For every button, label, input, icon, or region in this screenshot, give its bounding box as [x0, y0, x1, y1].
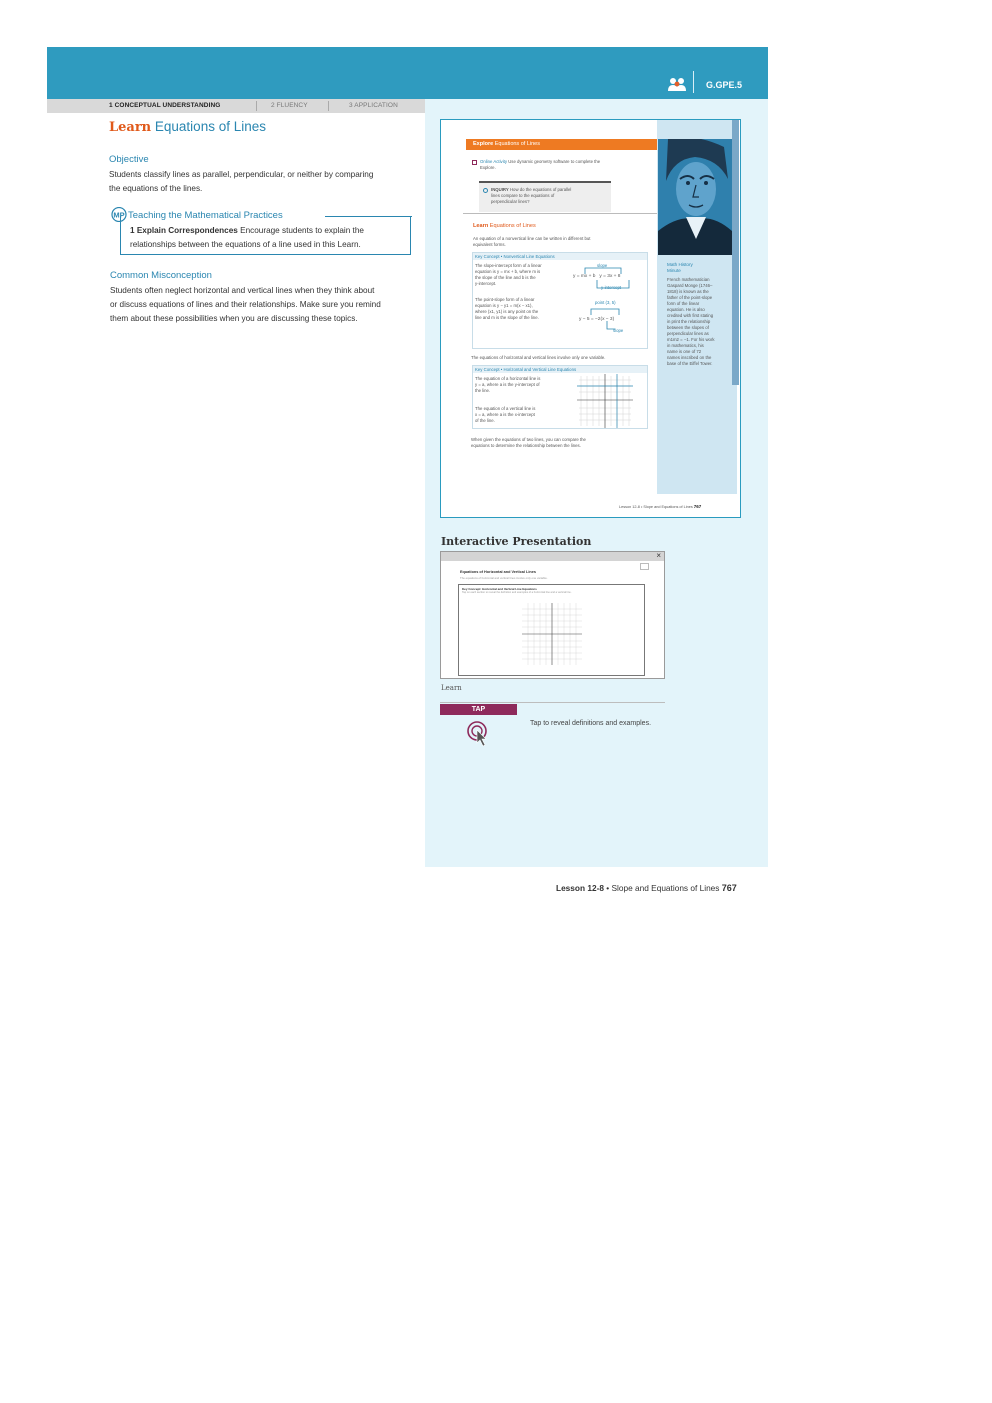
- point-slope-text: [475, 297, 563, 321]
- history-line: form of the linear: [667, 301, 700, 306]
- tab-fluency[interactable]: 2 FLUENCY: [271, 102, 308, 109]
- history-line: m1m2 = −1. For his work: [667, 337, 715, 342]
- thumb-learn-keyword: Learn: [473, 223, 489, 229]
- explore-title: Equations of Lines: [494, 141, 540, 147]
- end-line: When given the equations of two lines, you can compare the: [471, 437, 586, 442]
- inquiry-line: lines compare to the equations of: [491, 193, 555, 198]
- ip-kc-frame: [458, 584, 645, 676]
- horizontal-text: [475, 376, 565, 394]
- ip-kc-title: Key Concept: Horizontal and Vertical Line Equations: [462, 587, 537, 591]
- explore-keyword: Explore: [473, 141, 494, 147]
- history-line: perpendicular lines as: [667, 331, 709, 336]
- interactive-presentation-thumbnail[interactable]: [440, 551, 665, 679]
- objective-heading: Objective: [109, 154, 149, 165]
- key-concept-box: [472, 252, 648, 349]
- objective-line: Students classify lines as parallel, perpendicular, or neither by comparing: [109, 170, 374, 179]
- ip-kc-sub: Tap on each section to reveal the definition and examples of a horizontal line and a vertical line.: [462, 591, 572, 594]
- footer-lesson: Lesson 12-8: [556, 883, 604, 893]
- header-divider: [693, 71, 694, 93]
- kc-line: equation is y − y1 = m(x − x1),: [475, 303, 533, 308]
- standard-code: G.GPE.5: [706, 80, 743, 90]
- learn-keyword: Learn: [109, 120, 152, 135]
- eq-example: y = 3x + 8: [599, 274, 621, 279]
- online-line: Explore.: [480, 165, 496, 170]
- tab-divider: [256, 101, 257, 111]
- kc-line: the line.: [475, 388, 491, 393]
- history-line: name is one of 72: [667, 349, 702, 354]
- online-activity-icon: [472, 160, 477, 165]
- history-line: in print the relationship: [667, 319, 711, 324]
- objective-text: [109, 168, 373, 196]
- kc-line: x = a, where a is the x-intercept: [475, 412, 535, 417]
- header-banner: [47, 47, 768, 99]
- history-line: in mathematics, his: [667, 343, 704, 348]
- ip-thumb-sub: The equations of horizontal and vertical lines involve only one variable.: [460, 576, 548, 580]
- thumb-footer-text: Lesson 12-8 • Slope and Equations of Lines: [619, 505, 693, 509]
- monge-portrait: [658, 139, 732, 255]
- thumb-end-text: [471, 437, 661, 449]
- history-line: equation. He is also: [667, 307, 705, 312]
- footer-page-number: 767: [721, 883, 737, 893]
- misconception-text: [110, 284, 381, 326]
- kc-line: The slope-intercept form of a linear: [475, 263, 542, 268]
- expand-icon[interactable]: [640, 563, 649, 570]
- learn-title: Equations of Lines: [154, 119, 266, 134]
- slope-intercept-text: [475, 263, 563, 287]
- interactive-presentation-title: Interactive Presentation: [441, 535, 592, 548]
- kc-line: y-intercept.: [475, 281, 497, 286]
- ip-caption: Learn: [441, 684, 462, 692]
- separator: [440, 702, 665, 703]
- thumb-learn-title: [473, 223, 536, 229]
- history-title: [667, 262, 693, 274]
- point-arrows: [585, 305, 629, 331]
- history-line: French mathematician: [667, 277, 710, 282]
- label-point: point (3, 5): [595, 300, 616, 305]
- inquiry-icon: [483, 188, 488, 193]
- slope-arrows: [581, 266, 637, 290]
- vertical-text: [475, 406, 565, 424]
- end-line: equations to determine the relationship between the lines.: [471, 443, 581, 448]
- page-title: [109, 119, 266, 135]
- key-concept-title: Key Concept • Nonvertical Line Equations: [475, 254, 555, 259]
- intro-line: An equation of a nonvertical line can be written in different but: [473, 236, 591, 241]
- inquiry-line: perpendicular lines?: [491, 199, 530, 204]
- tab-divider: [328, 101, 329, 111]
- thumb-mid-text: The equations of horizontal and vertical lines involve only one variable.: [471, 355, 606, 360]
- label-y-intercept: y-intercept: [601, 285, 622, 290]
- practices-text: [130, 224, 364, 252]
- objective-line: the equations of the lines.: [109, 184, 203, 193]
- mp-badge-text: MP: [113, 210, 125, 220]
- inquiry-line: How do the equations of parallel: [509, 187, 572, 192]
- online-line: Use dynamic geometry software to complete the: [508, 159, 601, 164]
- history-text: [667, 277, 731, 367]
- history-line: 1818) is known as the: [667, 289, 709, 294]
- practices-box: [120, 216, 411, 255]
- kc-line: of the line.: [475, 418, 495, 423]
- kc-line: where (x1, y1) is any point on the: [475, 309, 539, 314]
- key-concept-title: Key Concept • Horizontal and Vertical Line Equations: [475, 367, 577, 372]
- kc-line: The equation of a horizontal line is: [475, 376, 541, 381]
- practices-box-topline: [325, 216, 412, 217]
- practices-line: relationships between the equations of a line used in this Learn.: [130, 240, 361, 249]
- history-line: Gaspard Monge (1746–: [667, 283, 713, 288]
- online-keyword: Online Activity: [480, 159, 507, 164]
- student-page-thumbnail[interactable]: [440, 119, 741, 518]
- footer-bullet: •: [606, 883, 610, 893]
- explore-bar: [466, 139, 657, 150]
- history-line: names inscribed on the: [667, 355, 712, 360]
- ip-thumb-heading: Equations of Horizontal and Vertical Lines: [460, 570, 536, 574]
- point-slope-eq: y − 5 = −2(x − 3): [579, 317, 615, 322]
- window-title-bar: [441, 552, 664, 561]
- history-line: father of the point-slope: [667, 295, 713, 300]
- history-title-line: Math History: [667, 262, 693, 267]
- tab-application[interactable]: 3 APPLICATION: [349, 102, 398, 109]
- key-concept-box-2: [472, 365, 648, 429]
- kc-line: equation is y = mx + b, where m is: [475, 269, 541, 274]
- history-line: credited with first stating: [667, 313, 714, 318]
- intro-line: equivalent forms.: [473, 242, 506, 247]
- label-slope: slope: [597, 263, 608, 268]
- inquiry-keyword: INQUIRY: [491, 187, 509, 192]
- coordinate-grid: [577, 374, 633, 428]
- kc-line: line and m is the slope of the line.: [475, 315, 539, 320]
- kc-line: the slope of the line and b is the: [475, 275, 536, 280]
- kc-line: The equation of a vertical line is: [475, 406, 536, 411]
- inquiry-box: [479, 181, 611, 212]
- page-footer: [556, 883, 737, 893]
- misconception-line: Students often neglect horizontal and vertical lines when they think about: [110, 286, 375, 295]
- history-line: base of the Eiffel Tower.: [667, 361, 713, 366]
- tap-icon: [467, 721, 493, 749]
- tap-label: TAP: [440, 704, 517, 715]
- thumb-learn-text: Equations of Lines: [489, 223, 536, 229]
- thumb-footer: [619, 504, 701, 510]
- practices-heading: Teaching the Mathematical Practices: [128, 210, 283, 221]
- history-title-line: Minute: [667, 268, 681, 273]
- stage-tabs: [47, 99, 425, 113]
- misconception-line: them about these possibilities when you are discussing these topics.: [110, 314, 358, 323]
- thumb-footer-page: 767: [693, 504, 702, 509]
- footer-title: Slope and Equations of Lines: [611, 883, 720, 893]
- eq-general: y = mx + b: [573, 274, 596, 279]
- tap-description: Tap to reveal definitions and examples.: [530, 720, 652, 727]
- kc-line: The point-slope form of a linear: [475, 297, 535, 302]
- ip-grid: [522, 603, 582, 665]
- history-line: between the slopes of: [667, 325, 709, 330]
- practices-line: Encourage students to explain the: [240, 226, 364, 235]
- page-edge-tab: [732, 120, 739, 385]
- tab-conceptual-understanding[interactable]: 1 CONCEPTUAL UNDERSTANDING: [109, 102, 221, 109]
- online-activity-text: [480, 159, 650, 171]
- people-icon: [668, 77, 686, 91]
- practices-lead: 1 Explain Correspondences: [130, 226, 238, 235]
- misconception-line: or discuss equations of lines and their relationships. Make sure you remind: [110, 300, 381, 309]
- misconception-heading: Common Misconception: [110, 270, 212, 281]
- kc-line: y = a, where a is the y-intercept of: [475, 382, 540, 387]
- label-slope-2: slope: [613, 328, 624, 333]
- inquiry-text: [491, 187, 609, 205]
- rule: [463, 213, 657, 214]
- thumb-intro: [473, 236, 653, 248]
- close-icon[interactable]: ×: [656, 551, 661, 560]
